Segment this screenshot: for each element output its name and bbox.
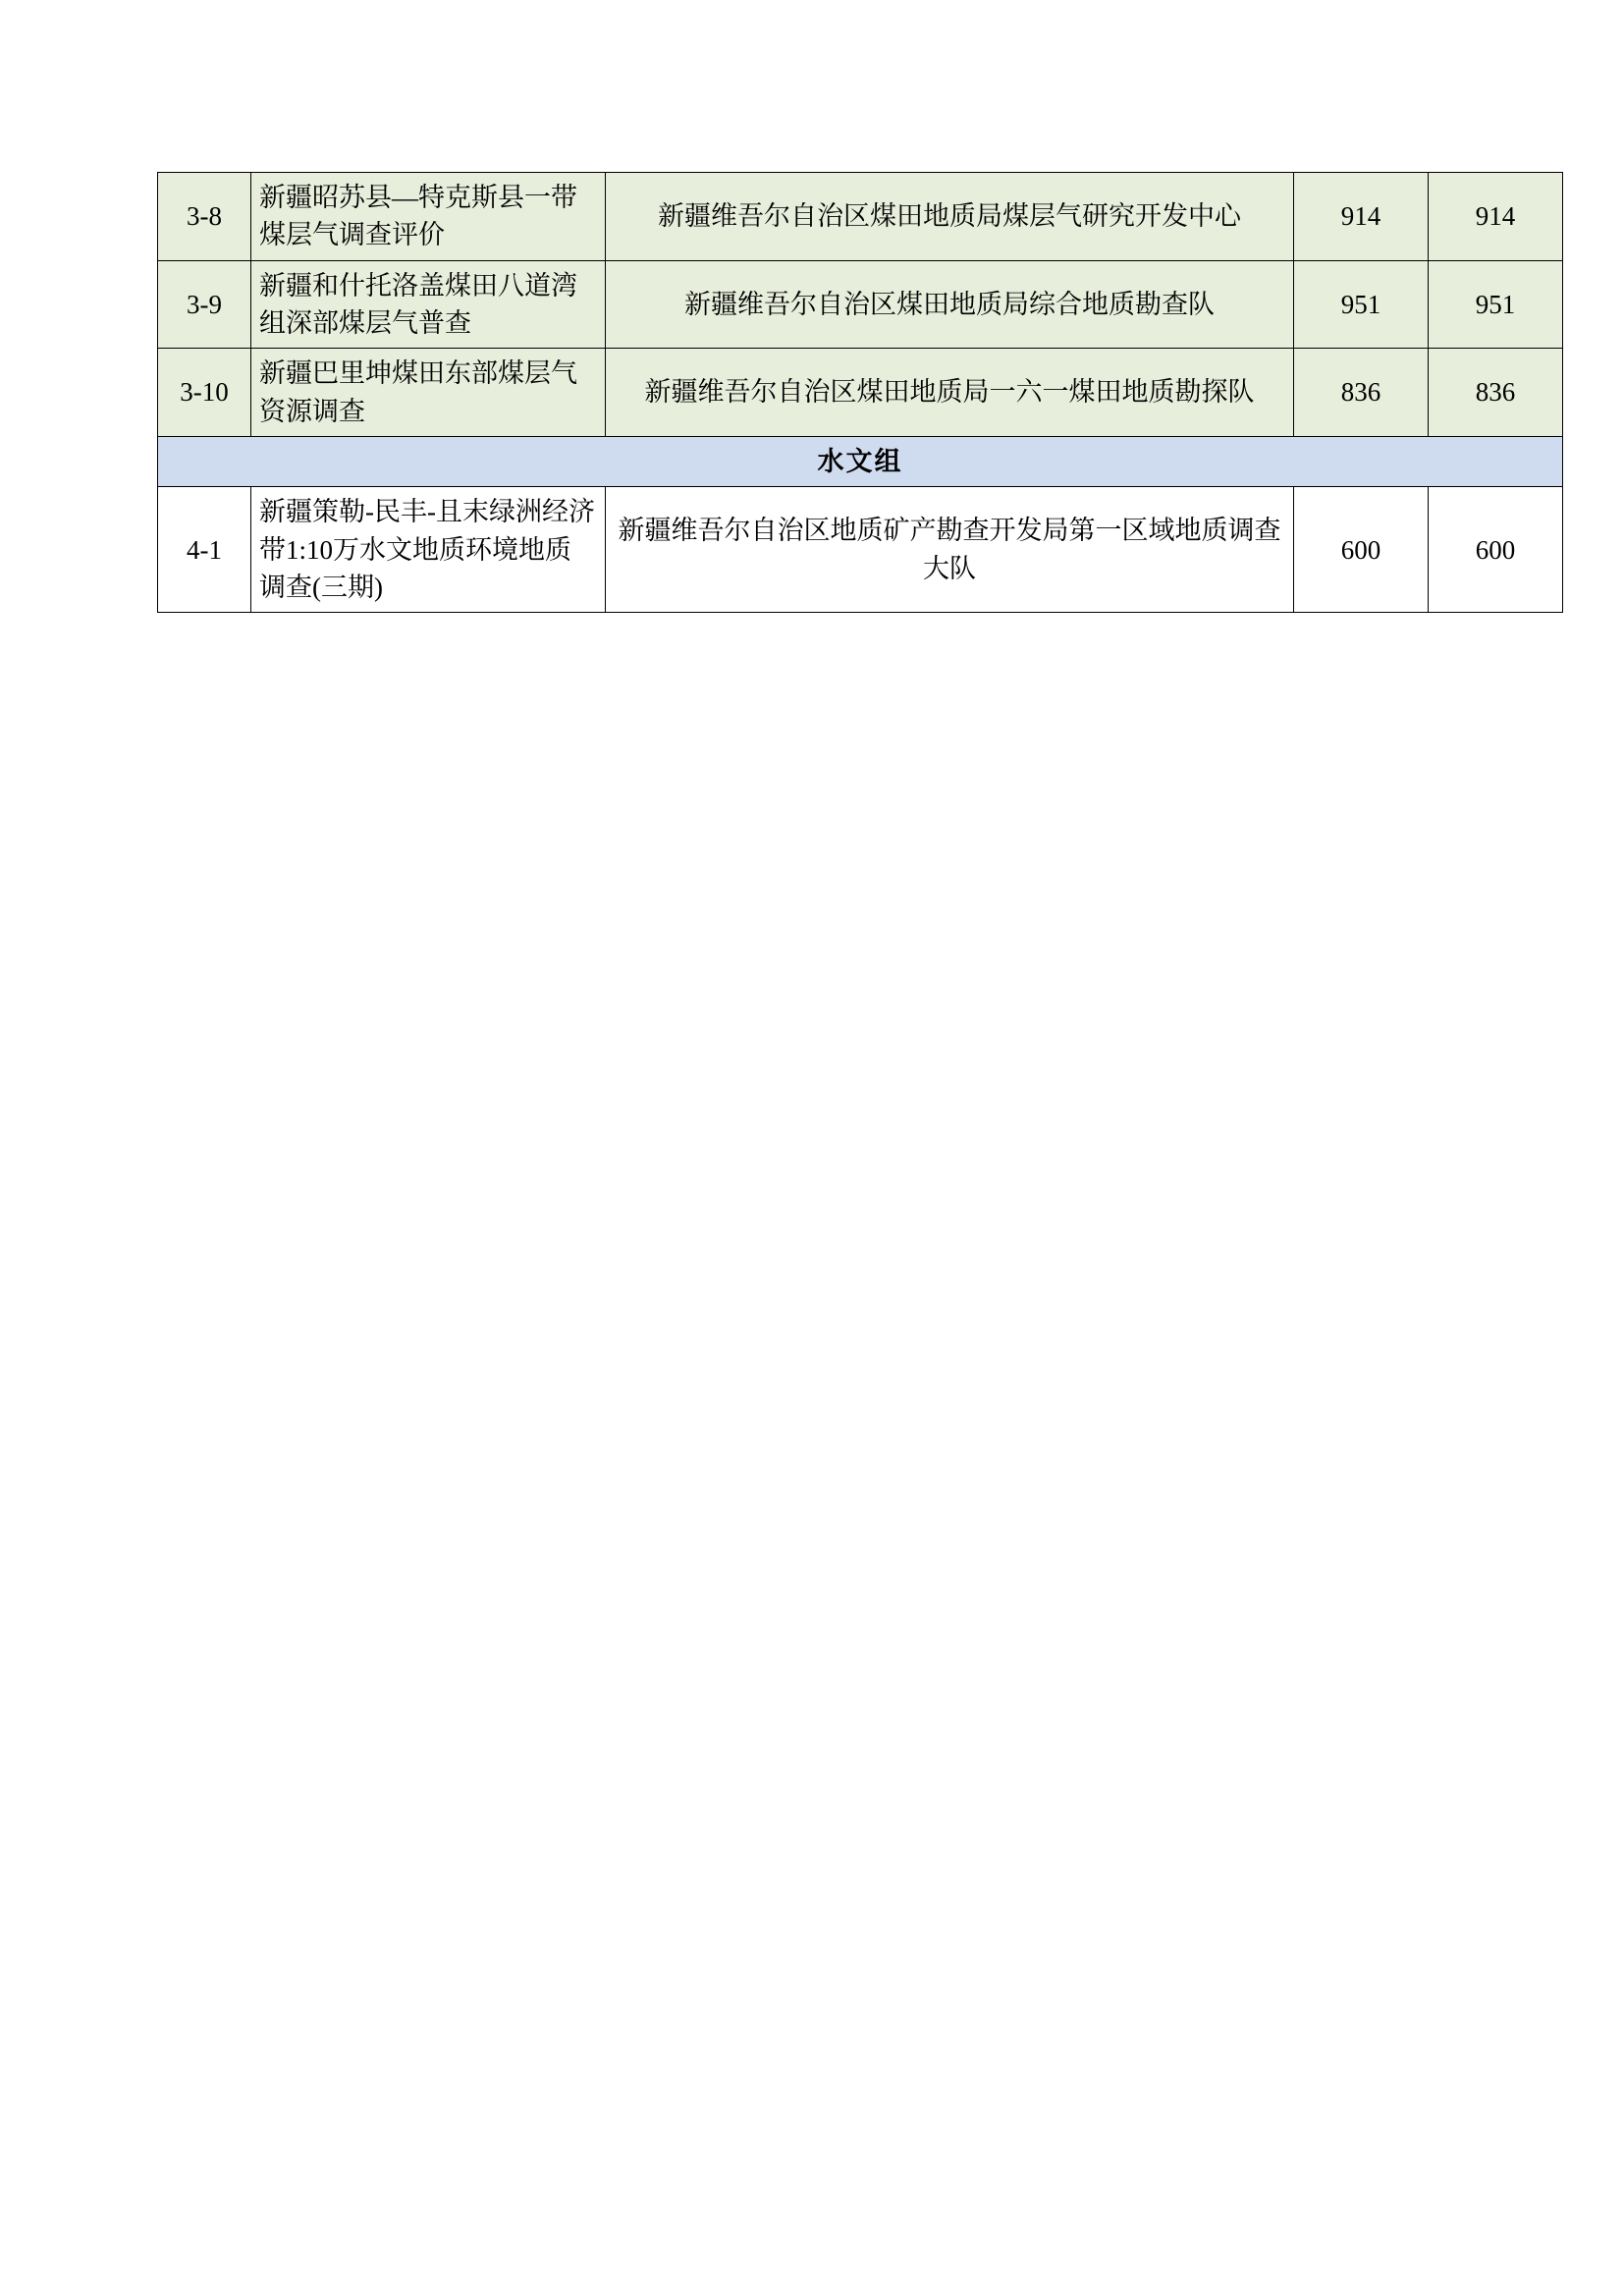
amount-b-cell [1429, 173, 1563, 261]
row-number-cell [158, 260, 251, 349]
unit-name-cell [606, 349, 1294, 437]
table-row [158, 173, 1563, 261]
amount-a: 914 [1340, 201, 1381, 232]
row-number: 3-8 [187, 201, 222, 232]
unit-name: 新疆维吾尔自治区煤田地质局一六一煤田地质勘探队 [644, 377, 1255, 408]
row-number-cell [158, 173, 251, 261]
amount-a-cell [1294, 260, 1429, 349]
group-header-row [158, 436, 1563, 486]
amount-a: 951 [1340, 289, 1381, 319]
amount-b-cell [1429, 487, 1563, 613]
row-number-cell [158, 349, 251, 437]
amount-b: 600 [1475, 534, 1516, 565]
unit-name: 新疆维吾尔自治区煤田地质局综合地质勘查队 [684, 289, 1215, 319]
table-row [158, 260, 1563, 349]
row-number: 3-9 [187, 289, 222, 319]
table-row [158, 487, 1563, 613]
row-number: 3-10 [180, 377, 229, 408]
project-name-cell [251, 487, 606, 613]
amount-b-cell [1429, 260, 1563, 349]
row-number: 4-1 [187, 534, 222, 565]
table-body [158, 173, 1563, 613]
amount-b-cell [1429, 349, 1563, 437]
amount-a-cell [1294, 487, 1429, 613]
amount-a: 600 [1340, 534, 1381, 565]
project-name: 新疆和什托洛盖煤田八道湾组深部煤层气普查 [259, 270, 577, 338]
unit-name-cell [606, 487, 1294, 613]
unit-name-cell [606, 260, 1294, 349]
amount-a: 836 [1340, 377, 1381, 408]
project-name: 新疆昭苏县—特克斯县一带煤层气调查评价 [259, 183, 577, 250]
project-name-cell [251, 349, 606, 437]
row-number-cell [158, 487, 251, 613]
table-row [158, 349, 1563, 437]
unit-name-cell [606, 173, 1294, 261]
amount-a-cell [1294, 349, 1429, 437]
unit-name: 新疆维吾尔自治区煤田地质局煤层气研究开发中心 [658, 201, 1241, 232]
unit-name: 新疆维吾尔自治区地质矿产勘查开发局第一区域地质调查大队 [618, 516, 1281, 583]
project-funding-table [157, 172, 1563, 613]
amount-b: 836 [1475, 377, 1516, 408]
group-header-label: 水文组 [158, 436, 1563, 486]
project-name-cell [251, 173, 606, 261]
amount-b: 951 [1475, 289, 1516, 319]
project-name: 新疆巴里坤煤田东部煤层气资源调查 [259, 358, 577, 426]
project-name: 新疆策勒-民丰-且末绿洲经济带1:10万水文地质环境地质调查(三期) [259, 497, 595, 602]
project-name-cell [251, 260, 606, 349]
amount-a-cell [1294, 173, 1429, 261]
amount-b: 914 [1475, 201, 1516, 232]
